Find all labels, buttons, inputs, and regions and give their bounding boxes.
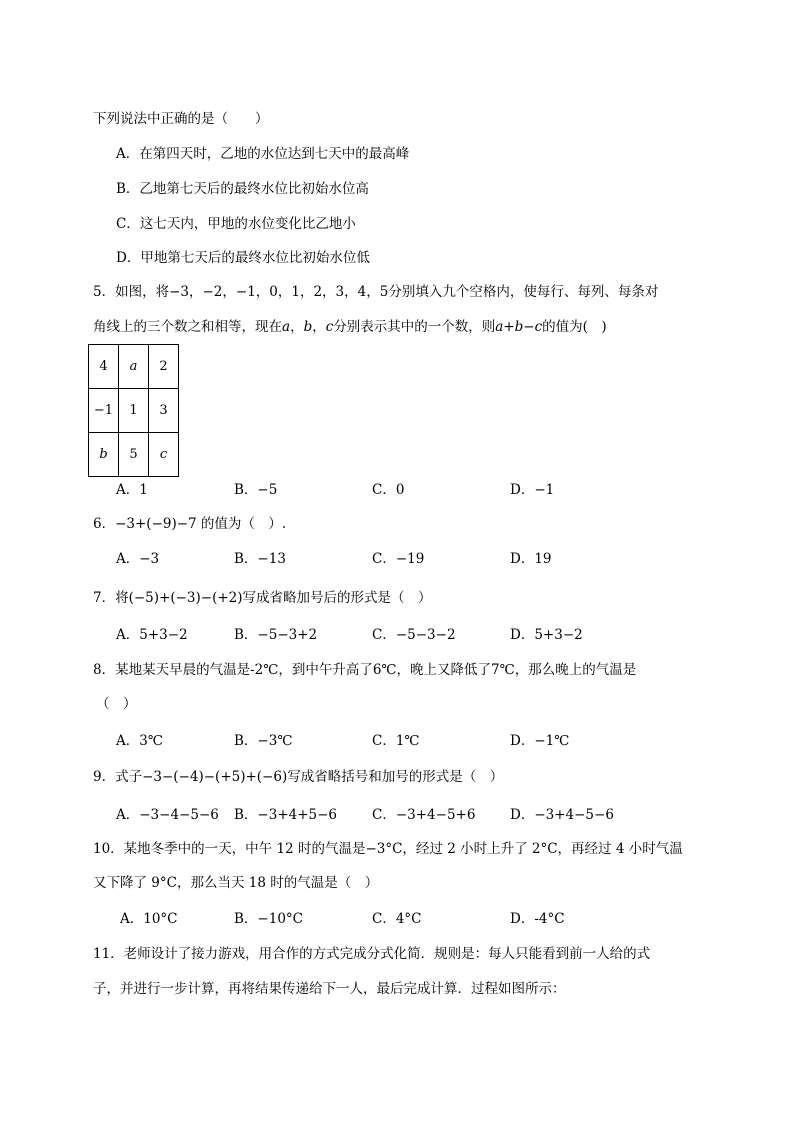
- grid-cell: 5: [119, 433, 149, 477]
- q10-stem: 10．某地冬季中的一天，中午 12 时的气温是−3°C，经过 2 小时上升了 2°C，再经过 4 小时气温: [93, 841, 683, 857]
- magic-square-grid: [88, 344, 179, 477]
- q7-option-d[interactable]: D．5+3−2: [510, 627, 583, 643]
- grid-row: [89, 345, 179, 389]
- grid-cell: 4: [89, 345, 119, 389]
- q10-option-c[interactable]: C．4°C: [372, 911, 422, 927]
- grid-row: [89, 389, 179, 433]
- q8-option-a[interactable]: A．3℃: [116, 733, 163, 749]
- q7-stem: 7．将(−5)+(−3)−(+2)写成省略加号后的形式是（ ）: [93, 590, 432, 606]
- q5-sep-2: ，: [312, 319, 326, 335]
- grid-cell: −1: [89, 389, 119, 433]
- q9-stem: 9．式子−3−(−4)−(+5)+(−6)写成省略括号和加号的形式是（ ）: [93, 769, 504, 785]
- q5-option-d[interactable]: D．−1: [510, 482, 555, 498]
- q4-stem: 下列说法中正确的是（ ）: [93, 111, 269, 127]
- q5-expression: a+b−c: [495, 319, 543, 335]
- grid-cell: b: [89, 433, 119, 477]
- q10-stem-cont: 又下降了 9°C，那么当天 18 时的气温是（ ）: [93, 875, 379, 891]
- q10-option-a[interactable]: A．10°C: [120, 911, 178, 927]
- q7-option-c[interactable]: C．−5−3−2: [372, 627, 456, 643]
- q8-option-b[interactable]: B．−3℃: [234, 733, 293, 749]
- q9-option-a[interactable]: A．−3−4−5−6: [116, 807, 219, 823]
- q11-stem-line2: 子，并进行一步计算，再将结果传递给下一人，最后完成计算．过程如图所示：: [93, 981, 566, 997]
- q4-option-c[interactable]: C．这七天内，甲地的水位变化比乙地小: [116, 216, 356, 232]
- grid-cell: 2: [149, 345, 179, 389]
- q5-text-2: 分别表示其中的一个数，则: [333, 319, 496, 335]
- grid-cell: a: [119, 345, 149, 389]
- q8-option-c[interactable]: C．1℃: [372, 733, 420, 749]
- q6-stem: 6．−3+(−9)−7 的值为（ ）.: [93, 516, 287, 532]
- q5-stem-line2: [93, 318, 607, 336]
- q11-stem-line1: 11．老师设计了接力游戏，用合作的方式完成分式化简．规则是：每人只能看到前一人给的式: [93, 946, 651, 962]
- q5-option-c[interactable]: C．0: [372, 482, 405, 498]
- q9-option-d[interactable]: D．−3+4−5−6: [510, 807, 614, 823]
- q5-option-b[interactable]: B．−5: [234, 482, 278, 498]
- q9-option-b[interactable]: B．−3+4+5−6: [234, 807, 338, 823]
- q6-option-d[interactable]: D．19: [510, 551, 552, 567]
- q7-option-b[interactable]: B．−5−3+2: [234, 627, 318, 643]
- q6-option-a[interactable]: A．−3: [116, 551, 160, 567]
- grid-row: [89, 433, 179, 477]
- q5-var-b: b: [303, 319, 313, 335]
- q5-text-3: 的值为( ): [542, 319, 607, 335]
- q4-option-d[interactable]: D．甲地第七天后的最终水位比初始水位低: [116, 250, 370, 266]
- q8-stem-cont: （ ）: [96, 696, 137, 712]
- grid-cell: 1: [119, 389, 149, 433]
- grid-cell: c: [149, 433, 179, 477]
- q6-option-c[interactable]: C．−19: [372, 551, 425, 567]
- grid-cell: 3: [149, 389, 179, 433]
- q5-text-1: 角线上的三个数之和相等，现在: [93, 319, 282, 335]
- q5-var-c: c: [325, 319, 334, 335]
- q8-option-d[interactable]: D．−1℃: [510, 733, 570, 749]
- q5-stem-line1: 5．如图，将−3，−2，−1，0，1，2，3，4，5分别填入九个空格内，使每行、每列、每条对: [93, 284, 659, 300]
- q7-option-a[interactable]: A．5+3−2: [116, 627, 188, 643]
- q4-option-b[interactable]: B．乙地第七天后的最终水位比初始水位高: [116, 181, 369, 197]
- q10-option-d[interactable]: D．-4°C: [510, 911, 565, 927]
- q5-option-a[interactable]: A．1: [116, 482, 148, 498]
- q4-option-a[interactable]: A．在第四天时，乙地的水位达到七天中的最高峰: [116, 146, 410, 162]
- q5-sep-1: ，: [290, 319, 304, 335]
- q6-option-b[interactable]: B．−13: [234, 551, 286, 567]
- q5-var-a: a: [282, 319, 291, 335]
- q10-option-b[interactable]: B．−10°C: [234, 911, 303, 927]
- q8-stem: 8．某地某天早晨的气温是-2℃，到中午升高了6℃，晚上又降低了7℃，那么晚上的气温是: [93, 662, 637, 678]
- q9-option-c[interactable]: C．−3+4−5+6: [372, 807, 476, 823]
